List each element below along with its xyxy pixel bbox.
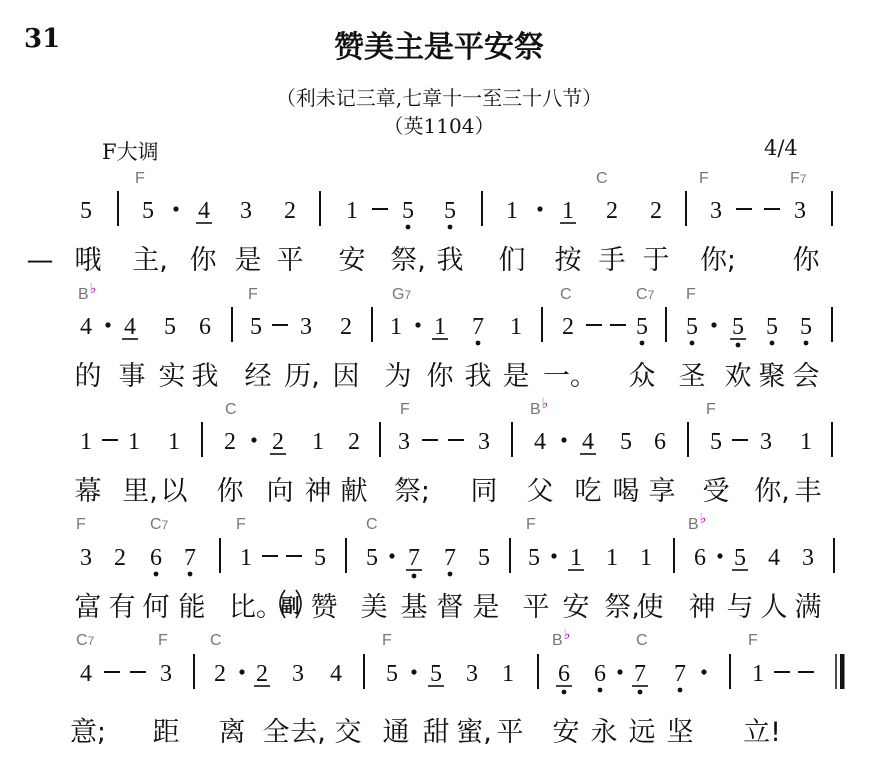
notation-row <box>0 415 878 467</box>
chord-root: F <box>748 632 758 649</box>
lyric-syllable: 幕 <box>74 476 102 507</box>
lyric-syllable: 是 <box>502 361 530 392</box>
lyric-syllable: 父 <box>526 476 554 507</box>
lyric-row <box>0 711 878 751</box>
note: 3 <box>466 661 478 687</box>
lower-octave-dot <box>476 341 481 346</box>
lyric-syllable: 你 <box>216 476 244 507</box>
note: 3 <box>300 314 312 340</box>
lower-octave-dot <box>188 572 193 577</box>
note: 3 <box>802 545 814 571</box>
chord-root: G <box>392 286 405 303</box>
chord-root: F <box>686 286 696 303</box>
lyric-syllable: 的 <box>74 361 102 392</box>
note: 2 <box>114 545 126 571</box>
lyric-syllable: 美 <box>360 592 388 623</box>
lyric-syllable: 是 <box>234 245 262 276</box>
augmentation-dot <box>239 669 244 674</box>
chord-extension: 7 <box>87 634 95 648</box>
note: 2 <box>272 429 284 455</box>
note: 2 <box>256 661 268 687</box>
lyric-syllable: 实 <box>158 361 186 392</box>
lyric-syllable: 平 <box>522 592 550 623</box>
note: 5 <box>366 545 378 571</box>
note: 7 <box>634 661 646 687</box>
lyric-syllable: 与 <box>726 592 754 623</box>
note: 5 <box>528 545 540 571</box>
chord-root: F <box>158 632 168 649</box>
note: 6 <box>558 661 570 687</box>
note: 1 <box>640 545 652 571</box>
lyric-syllable: 祭, <box>604 592 640 623</box>
lyric-syllable: 安 <box>552 717 580 748</box>
lyric-syllable: 里, <box>122 476 158 507</box>
lyric-syllable: 我 <box>436 245 464 276</box>
lyric-syllable: 平 <box>276 245 304 276</box>
lyric-syllable: 主, <box>132 245 168 276</box>
lyric-syllable: 手 <box>598 245 626 276</box>
chord-root: F <box>76 516 86 533</box>
chord-root: F <box>790 170 800 187</box>
chord-root: C <box>366 516 378 533</box>
lyric-syllable: 神 <box>304 476 332 507</box>
lyric-row <box>0 470 878 510</box>
chorus-marker <box>280 590 301 618</box>
note: 5 <box>402 198 414 224</box>
note: 1 <box>510 314 522 340</box>
chord-extension: 7 <box>161 518 169 532</box>
lyric-syllable: 事 <box>118 361 146 392</box>
note: 5 <box>636 314 648 340</box>
chord-root: F <box>699 170 709 187</box>
lyric-syllable: 意; <box>69 717 107 748</box>
lyric-syllable: 你 <box>792 245 820 276</box>
lyric-syllable: 们 <box>498 245 526 276</box>
note: 3 <box>794 198 806 224</box>
note: 1 <box>752 661 764 687</box>
chord-root: C <box>225 401 237 418</box>
lyric-syllable: 坚 <box>666 717 694 748</box>
augmentation-dot <box>561 437 566 442</box>
note: 1 <box>312 429 324 455</box>
note: 4 <box>582 429 594 455</box>
lyric-syllable: 祭; <box>393 476 431 507</box>
lyric-syllable: 能 <box>178 592 206 623</box>
flat-accidental: ♭ <box>541 395 549 411</box>
lyric-syllable: 因 <box>332 361 360 392</box>
note: 5 <box>766 314 778 340</box>
note: 1 <box>562 198 574 224</box>
note: 5 <box>444 198 456 224</box>
lyric-syllable: 历, <box>284 361 320 392</box>
chord-root: B <box>688 516 699 533</box>
note: 5 <box>142 198 154 224</box>
note: 5 <box>314 545 326 571</box>
note: 2 <box>340 314 352 340</box>
lyric-syllable: 你 <box>426 361 454 392</box>
lower-octave-dot <box>448 572 453 577</box>
lyric-syllable: 使 <box>636 592 664 623</box>
augmentation-dot <box>173 206 178 211</box>
lyric-syllable: 聚 <box>758 361 786 392</box>
note: 3 <box>398 429 410 455</box>
lyric-syllable: 我 <box>191 361 219 392</box>
note: 1 <box>570 545 582 571</box>
lyric-syllable: 欢 <box>724 361 752 392</box>
note: 5 <box>430 661 442 687</box>
lyric-syllable: 安 <box>562 592 590 623</box>
augmentation-dot <box>711 322 716 327</box>
note: 5 <box>386 661 398 687</box>
augmentation-dot <box>411 669 416 674</box>
notation-row <box>0 300 878 352</box>
lyric-syllable: 远 <box>628 717 656 748</box>
lyric-syllable: — <box>26 245 54 276</box>
lyric-syllable: 立! <box>743 717 781 748</box>
lyric-syllable: 按 <box>554 245 582 276</box>
lower-octave-dot <box>770 341 775 346</box>
note: 1 <box>434 314 446 340</box>
lyric-syllable: 你 <box>189 245 217 276</box>
chord-root: F <box>248 286 258 303</box>
note: 6 <box>150 545 162 571</box>
lyric-syllable: 你; <box>699 245 737 276</box>
chord-root: B <box>78 286 89 303</box>
lyric-syllable: 蜜, <box>456 717 492 748</box>
note: 2 <box>650 198 662 224</box>
note: 5 <box>734 545 746 571</box>
lower-octave-dot <box>678 688 683 693</box>
chord-root: B <box>552 632 563 649</box>
augmentation-dot <box>105 322 110 327</box>
chord-extension: 7 <box>647 288 655 302</box>
lyric-syllable: 离 <box>218 717 246 748</box>
note: 4 <box>534 429 546 455</box>
hymn-title: 赞美主是平安祭 <box>334 30 544 65</box>
note: 6 <box>654 429 666 455</box>
lyric-syllable: 享 <box>648 476 676 507</box>
chord-root: F <box>236 516 246 533</box>
augmentation-dot <box>617 669 622 674</box>
lyric-syllable: 平 <box>496 717 524 748</box>
lyric-syllable: 交 <box>334 717 362 748</box>
chord-root: F <box>526 516 536 533</box>
lyric-syllable: 为 <box>384 361 412 392</box>
lyric-syllable: 经 <box>244 361 272 392</box>
note: 3 <box>760 429 772 455</box>
chord-root: B <box>530 401 541 418</box>
lyric-row <box>0 239 878 279</box>
note: 1 <box>346 198 358 224</box>
note: 6 <box>199 314 211 340</box>
chord-root: C <box>636 632 648 649</box>
chord-root: F <box>135 170 145 187</box>
augmentation-dot <box>551 553 556 558</box>
lyric-syllable: 丰 <box>794 476 822 507</box>
lyric-syllable: 你, <box>754 476 790 507</box>
note: 2 <box>224 429 236 455</box>
note: 3 <box>160 661 172 687</box>
lyric-syllable: 以 <box>160 476 188 507</box>
lyric-syllable: 距 <box>152 717 180 748</box>
note: 2 <box>606 198 618 224</box>
lyric-syllable: 喝 <box>612 476 640 507</box>
note: 1 <box>800 429 812 455</box>
lyric-syllable: 向 <box>266 476 294 507</box>
lower-octave-dot <box>406 225 411 230</box>
augmentation-dot <box>415 322 420 327</box>
lower-octave-dot <box>638 690 643 695</box>
notation-row <box>0 647 878 699</box>
note: 5 <box>686 314 698 340</box>
note: 5 <box>710 429 722 455</box>
note: 7 <box>674 661 686 687</box>
chord-root: C <box>560 286 572 303</box>
lower-octave-dot <box>412 574 417 579</box>
note: 7 <box>472 314 484 340</box>
flat-accidental: ♭ <box>563 626 571 642</box>
note: 5 <box>732 314 744 340</box>
note: 5 <box>164 314 176 340</box>
augmentation-dot <box>701 669 706 674</box>
note: 4 <box>768 545 780 571</box>
note: 3 <box>80 545 92 571</box>
lyric-syllable: 献 <box>340 476 368 507</box>
lyric-syllable: 一。 <box>543 361 597 392</box>
note: 4 <box>80 314 92 340</box>
chord-extension: 7 <box>404 288 412 302</box>
lyric-syllable: 督 <box>436 592 464 623</box>
lower-octave-dot <box>598 688 603 693</box>
lyric-syllable: 哦 <box>74 245 102 276</box>
note: 6 <box>694 545 706 571</box>
lyric-syllable: 神 <box>688 592 716 623</box>
note: 4 <box>80 661 92 687</box>
note: 1 <box>80 429 92 455</box>
hymn-number: 31 <box>24 24 61 54</box>
lower-octave-dot <box>690 341 695 346</box>
lyric-syllable: 赞 <box>310 592 338 623</box>
time-signature: 4/4 <box>764 136 798 160</box>
lyric-row <box>0 586 878 626</box>
lower-octave-dot <box>640 341 645 346</box>
note: 7 <box>444 545 456 571</box>
augmentation-dot <box>389 553 394 558</box>
note: 3 <box>240 198 252 224</box>
note: 2 <box>562 314 574 340</box>
note: 7 <box>408 545 420 571</box>
chord-root: C <box>210 632 222 649</box>
lyric-syllable: 甜 <box>422 717 450 748</box>
note: 1 <box>390 314 402 340</box>
lyric-syllable: 同 <box>470 476 498 507</box>
english-hymn-reference: （英1104） <box>383 114 495 138</box>
final-barline-thick <box>840 654 845 689</box>
lyric-syllable: 祭, <box>390 245 426 276</box>
lyric-syllable: 比。 <box>229 592 283 623</box>
lyric-row <box>0 355 878 395</box>
lower-octave-dot <box>448 225 453 230</box>
notation-row <box>0 184 878 236</box>
note: 5 <box>478 545 490 571</box>
lyric-syllable: 全 <box>262 717 290 748</box>
augmentation-dot <box>537 206 542 211</box>
key-signature: F大调 <box>102 140 159 164</box>
note: 3 <box>292 661 304 687</box>
note: 1 <box>240 545 252 571</box>
lyric-syllable: 圣 <box>678 361 706 392</box>
lyric-syllable: 人 <box>760 592 788 623</box>
note: 5 <box>250 314 262 340</box>
chord-root: F <box>706 401 716 418</box>
note: 4 <box>330 661 342 687</box>
note: 2 <box>214 661 226 687</box>
note: 4 <box>124 314 136 340</box>
lyric-syllable: 永 <box>590 717 618 748</box>
lower-octave-dot <box>736 343 741 348</box>
note: 1 <box>502 661 514 687</box>
chord-root: F <box>382 632 392 649</box>
note: 4 <box>198 198 210 224</box>
chord-root: C <box>636 286 648 303</box>
svg-text:副: 副 <box>280 595 300 617</box>
lyric-syllable: 去, <box>290 717 326 748</box>
note: 5 <box>80 198 92 224</box>
chord-root: C <box>150 516 162 533</box>
lower-octave-dot <box>804 341 809 346</box>
lyric-syllable: 吃 <box>574 476 602 507</box>
note: 6 <box>594 661 606 687</box>
flat-accidental: ♭ <box>699 510 707 526</box>
lyric-syllable: 会 <box>792 361 820 392</box>
note: 2 <box>348 429 360 455</box>
note: 5 <box>620 429 632 455</box>
scripture-reference: （利未记三章,七章十一至三十八节） <box>275 86 603 110</box>
flat-accidental: ♭ <box>89 280 97 296</box>
note: 1 <box>168 429 180 455</box>
chord-extension: 7 <box>799 172 807 186</box>
chord-root: C <box>596 170 608 187</box>
lyric-syllable: 富 <box>74 592 102 623</box>
lower-octave-dot <box>562 690 567 695</box>
lyric-syllable: 何 <box>142 592 170 623</box>
note: 2 <box>284 198 296 224</box>
lyric-syllable: 满 <box>794 592 822 623</box>
augmentation-dot <box>251 437 256 442</box>
note: 3 <box>710 198 722 224</box>
note: 5 <box>800 314 812 340</box>
lower-octave-dot <box>154 572 159 577</box>
chord-root: F <box>400 401 410 418</box>
lyric-syllable: 于 <box>642 245 670 276</box>
notation-row <box>0 531 878 583</box>
lyric-syllable: 众 <box>628 361 656 392</box>
note: 1 <box>606 545 618 571</box>
lyric-syllable: 受 <box>702 476 730 507</box>
note: 1 <box>128 429 140 455</box>
note: 7 <box>184 545 196 571</box>
lyric-syllable: 我 <box>464 361 492 392</box>
lyric-syllable: 有 <box>108 592 136 623</box>
chord-root: C <box>76 632 88 649</box>
lyric-syllable: 通 <box>382 717 410 748</box>
lyric-syllable: 是 <box>472 592 500 623</box>
lyric-syllable: 基 <box>400 592 428 623</box>
note: 3 <box>478 429 490 455</box>
lyric-syllable: 安 <box>338 245 366 276</box>
augmentation-dot <box>717 553 722 558</box>
note: 1 <box>506 198 518 224</box>
